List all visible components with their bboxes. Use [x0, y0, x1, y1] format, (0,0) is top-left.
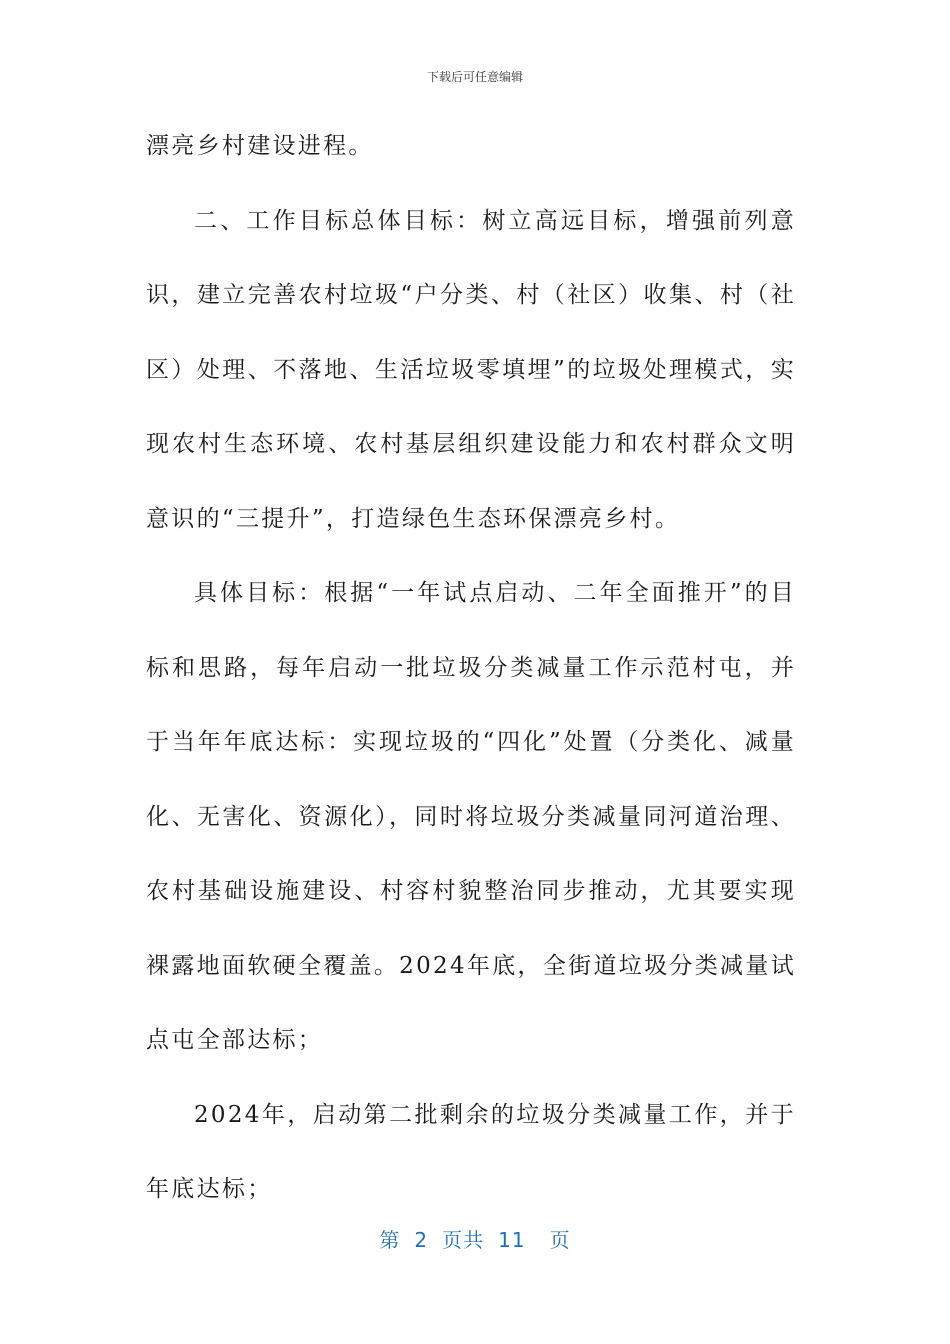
page-footer [0, 1224, 950, 1253]
paragraph-1: 漂亮乡村建设进程。 [146, 133, 374, 159]
footer-total-pages: 11 [498, 1228, 526, 1252]
header-note: 下载后可任意编辑 [426, 70, 523, 84]
paragraph-3: 具体目标：根据“一年试点启动、二年全面推开”的目标和思路，每年启动一批垃圾分类减量工作示范村屯，并于当年年底达标：实现垃圾的“四化”处置（分类化、减量化、无害化、资源化），同时将垃圾分类减量同河道治理、农村基础设施建设、村容村貌整治同步推动，尤其要实现裸露地面软硬全覆盖。2024年底，全街道垃圾分类减量试点屯全部达标； [146, 580, 796, 1053]
footer-middle: 页共 [442, 1228, 485, 1252]
document-body [146, 109, 796, 1227]
paragraph-2: 二、工作目标总体目标：树立高远目标，增强前列意识，建立完善农村垃圾“户分类、村（社区）收集、村（社区）处理、不落地、生活垃圾零填埋”的垃圾处理模式，实现农村生态环境、农村基层组织建设能力和农村群众文明意识的“三提升”，打造绿色生态环保漂亮乡村。 [146, 207, 796, 532]
footer-suffix: 页 [549, 1228, 571, 1252]
paragraph-4: 2024年，启动第二批剩余的垃圾分类减量工作，并于年底达标； [146, 1101, 796, 1202]
footer-prefix: 第 [379, 1228, 401, 1252]
footer-page-number: 2 [414, 1228, 429, 1252]
